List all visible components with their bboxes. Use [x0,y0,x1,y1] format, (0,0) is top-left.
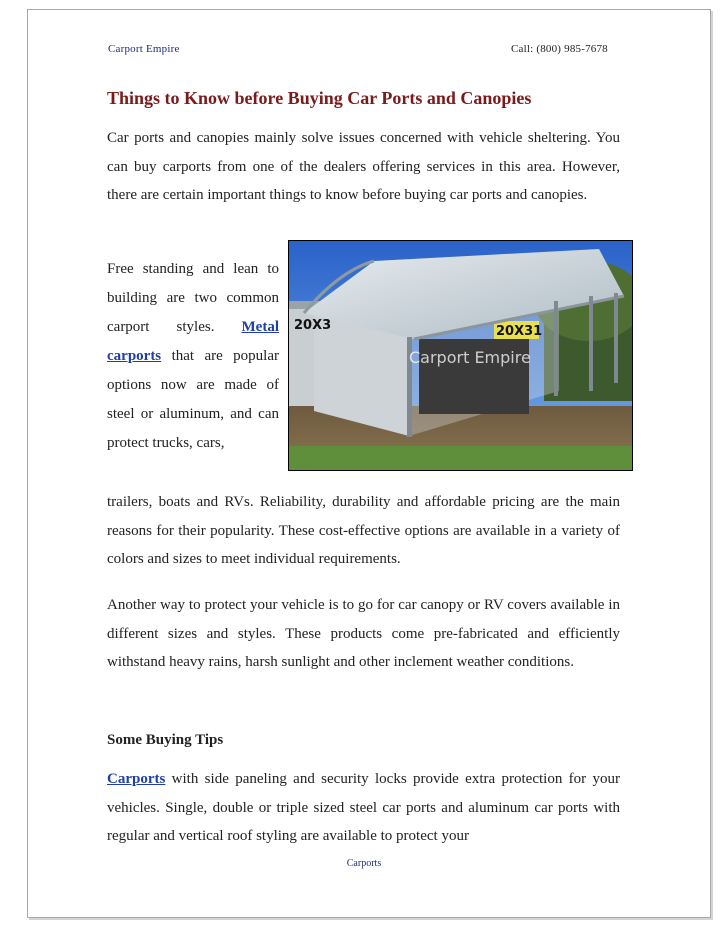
header-brand: Carport Empire [108,43,180,55]
styles-text-b: that are popular options now are made of steel or aluminum, and can protect trucks, cars, [107,348,279,451]
canopy-paragraph: Another way to protect your vehicle is to go for car canopy or RV covers available in different sizes and styles. These products come pre-fabricated and efficiently withstand heavy rains, harsh sunlight and other inclement weather conditions. [107,597,620,670]
photo-label-left: 20X3 [294,318,332,333]
styles-paragraph [107,255,279,458]
styles-text-a: Free standing and lean to building are two common carport styles. [107,261,279,335]
header-phone: Call: (800) 985-7678 [511,43,608,55]
tips-paragraph [107,765,620,851]
intro-paragraph: Car ports and canopies mainly solve issues concerned with vehicle sheltering. You can buy carports from one of the dealers offering services in this area. However, there are certain important things to know before buying car ports and canopies. [107,130,620,203]
page-footer: Carports [346,858,382,869]
tips-text: with side paneling and security locks provide extra protection for your vehicles. Single, double or triple sized steel car ports and aluminum car ports with regular and vertical roof styling are available to protect your [107,771,620,844]
photo-label-right: 20X31 [496,324,543,339]
buying-tips-heading: Some Buying Tips [107,732,224,748]
metal-carports-link[interactable]: Metal carports [107,319,279,364]
photo-watermark: Carport Empire [409,348,531,367]
carport-photo [288,240,633,471]
styles-paragraph-continued: trailers, boats and RVs. Reliability, durability and affordable pricing are the main reasons for their popularity. These cost-effective options are available in a variety of colors and sizes to meet individual requirements. [107,494,620,567]
article-title: Things to Know before Buying Car Ports and Canopies [107,88,532,108]
carports-link[interactable]: Carports [107,771,166,787]
